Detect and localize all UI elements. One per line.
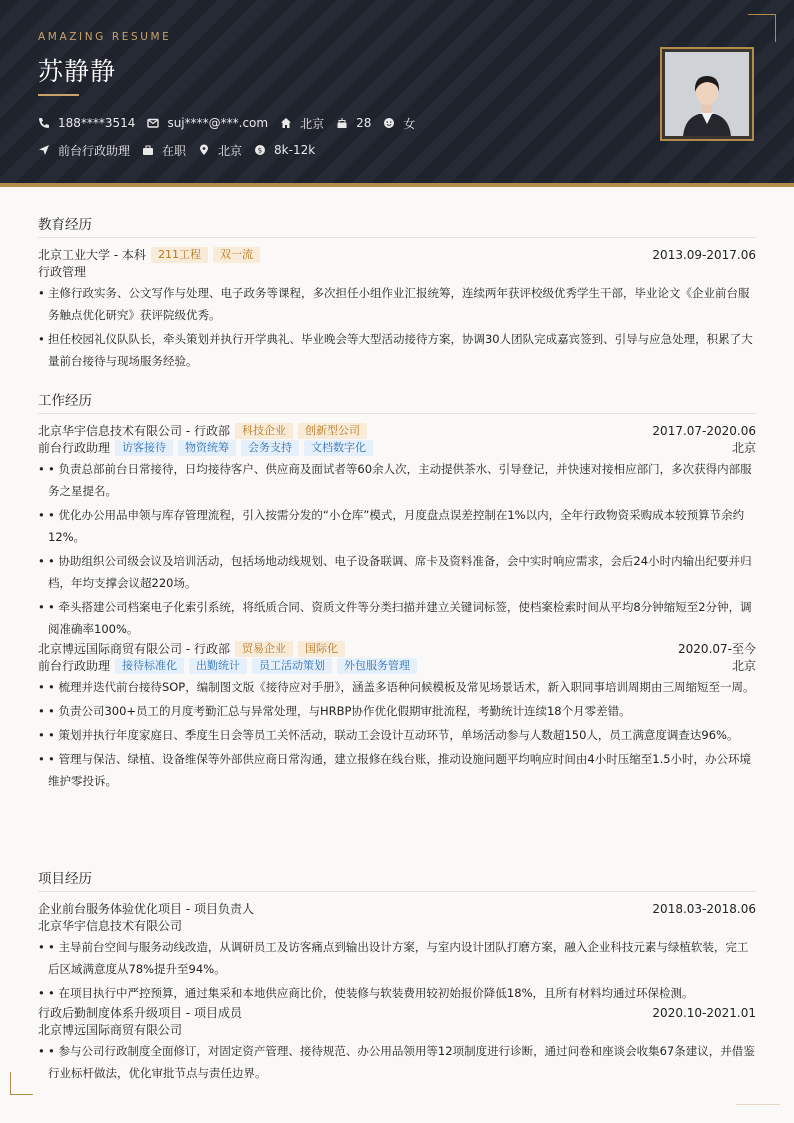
cake-icon	[336, 117, 348, 129]
project-entry	[38, 1004, 756, 1084]
avatar	[665, 52, 749, 136]
skill-tag: 会务支持	[241, 440, 299, 456]
phone-item	[38, 116, 135, 130]
contact-row	[38, 115, 427, 131]
job-location: 北京	[731, 659, 756, 673]
email-item	[147, 116, 268, 130]
hometown-text: 北京	[300, 116, 325, 131]
project-name: 企业前台服务体验优化项目 - 项目负责人	[38, 902, 254, 916]
school-tag: 211工程	[151, 247, 208, 263]
header-divider	[0, 183, 794, 187]
hometown-item	[280, 115, 324, 132]
list-item: • • 参与公司行政制度全面修订，对固定资产管理、接待规范、办公用品领用等12项制度进行诊断，通过问卷和座谈会收集67条建议，并借鉴行业标杆做法，优化审批节点与责任边界。	[38, 1044, 755, 1080]
job-role: 前台行政助理	[38, 659, 111, 673]
skill-tag: 访客接待	[115, 440, 173, 456]
list-item: • • 策划并执行年度家庭日、季度生日会等员工关怀活动，联动工会设计互动环节，单场活动参与人数超150人，员工满意度调查达96%。	[38, 728, 739, 742]
skill-tag: 物资统筹	[178, 440, 236, 456]
list-item: • • 牵头搭建公司档案电子化索引系统，将纸质合同、资质文件等分类扫描并建立关键词标签，使档案检索时间从平均8分钟缩短至2分钟，调阅准确率100%。	[38, 600, 752, 636]
profile-photo-frame	[660, 47, 754, 141]
city-text: 北京	[218, 143, 243, 158]
age-item	[336, 116, 371, 130]
send-icon	[38, 144, 50, 156]
major: 行政管理	[38, 265, 87, 279]
list-item: • • 优化办公用品申领与库存管理流程，引入按需分发的“小仓库”模式，月度盘点误差控制在1%以内，全年行政物资采购成本较预算节余约12%。	[38, 508, 745, 544]
home-icon	[280, 117, 292, 129]
education-section	[38, 213, 756, 372]
list-item: • • 协助组织公司级会议及培训活动，包括场地动线规划、电子设备联调、席卡及资料准备，会中实时响应需求，会后24小时内输出纪要并归档，年均支撑会议超220场。	[38, 554, 752, 590]
school-tag: 双一流	[213, 247, 260, 263]
list-item: • • 主导前台空间与服务动线改造，从调研员工及访客痛点到输出设计方案，与室内设计团队打磨方案，融入企业科技元素与绿植软装，完工后区域满意度从78%提升至94%。	[38, 940, 749, 976]
project-org: 北京华宇信息技术有限公司	[38, 919, 183, 933]
projects-section	[38, 867, 756, 1084]
portrait-image	[665, 52, 749, 136]
education-date: 2013.09-2017.06	[652, 247, 756, 262]
list-item: • 担任校园礼仪队队长，牵头策划并执行开学典礼、毕业晚会等大型活动接待方案，协调30人团队完成嘉宾签到、引导与应急处理，积累了大量前台接待与现场服务经验。	[38, 332, 753, 368]
age-text: 28	[356, 116, 372, 130]
education-header	[38, 246, 756, 263]
project-name: 行政后勤制度体系升级项目 - 项目成员	[38, 1006, 242, 1020]
school-name: 北京工业大学 - 本科	[38, 248, 146, 262]
skill-tag: 外包服务管理	[337, 658, 417, 674]
list-item: • • 在项目执行中严控预算，通过集采和本地供应商比价，使装修与软装费用较初始报价降低18%，且所有材料均通过环保检测。	[38, 986, 694, 1000]
status-item	[142, 142, 186, 159]
briefcase-icon	[142, 144, 154, 156]
gender-text: 女	[403, 116, 416, 131]
resume-eyebrow: AMAZING RESUME	[38, 31, 172, 43]
position-item	[38, 142, 130, 159]
smiley-icon	[383, 117, 395, 129]
phone-icon	[38, 117, 50, 129]
project-date: 2018.03-2018.06	[652, 901, 756, 916]
list-item: • • 梳理并迭代前台接待SOP，编制图文版《接待应对手册》，涵盖多语种问候模板及常见场景话术，新入职同事培训周期由三周缩短至一周。	[38, 680, 755, 694]
salary-item	[254, 143, 315, 157]
company-tag: 贸易企业	[235, 641, 293, 657]
skill-tag: 员工活动策划	[252, 658, 332, 674]
skill-tag: 文档数字化	[304, 440, 373, 456]
company-tag: 科技企业	[235, 423, 293, 439]
list-item: • • 负责总部前台日常接待，日均接待客户、供应商及面试者等60余人次，主动提供茶水、引导登记，并快速对接相应部门，多次获得内部服务之星提名。	[38, 462, 752, 498]
phone-text: 188****3514	[58, 116, 136, 130]
work-section	[38, 389, 756, 792]
skill-tag: 出勤统计	[189, 658, 247, 674]
company-name: 北京博远国际商贸有限公司 - 行政部	[38, 642, 230, 656]
list-item: • • 负责公司300+员工的月度考勤汇总与异常处理，与HRBP协作优化假期审批流程，考勤统计连续18个月零差错。	[38, 704, 631, 718]
corner-ornament	[748, 14, 776, 42]
corner-ornament	[10, 1072, 33, 1095]
mail-icon	[147, 117, 159, 129]
list-item: • • 管理与保洁、绿植、设备维保等外部供应商日常沟通，建立报修在线台账，推动设施问题平均响应时间由4小时压缩至1.5小时，办公环境维护零投诉。	[38, 752, 752, 788]
job-location: 北京	[731, 441, 756, 455]
job-date: 2020.07-至今	[678, 642, 756, 656]
position-text: 前台行政助理	[58, 143, 131, 158]
job-role: 前台行政助理	[38, 441, 111, 455]
name-underline	[38, 94, 79, 96]
project-org: 北京博远国际商贸有限公司	[38, 1023, 183, 1037]
job-entry	[38, 422, 756, 640]
header-banner	[0, 0, 794, 183]
email-text: suj****@***.com	[167, 116, 269, 130]
company-tag: 创新型公司	[298, 423, 367, 439]
gender-item	[383, 115, 415, 132]
salary-text: 8k-12k	[274, 143, 316, 157]
section-title: 项目经历	[38, 867, 756, 892]
footer-rule	[736, 1104, 780, 1105]
candidate-name: 苏静静	[38, 57, 117, 86]
job-entry	[38, 640, 756, 792]
project-entry	[38, 900, 756, 1004]
company-tag: 国际化	[298, 641, 345, 657]
job-date: 2017.07-2020.06	[652, 423, 756, 438]
section-title: 教育经历	[38, 213, 756, 238]
list-item: • 主修行政实务、公文写作与处理、电子政务等课程，多次担任小组作业汇报统筹，连续两年获评校级优秀学生干部，毕业论文《企业前台服务触点优化研究》获评院级优秀。	[38, 286, 750, 322]
job-intent-row	[38, 142, 327, 158]
status-text: 在职	[162, 143, 187, 158]
company-name: 北京华宇信息技术有限公司 - 行政部	[38, 424, 230, 438]
skill-tag: 接待标准化	[115, 658, 184, 674]
location-pin-icon	[198, 144, 210, 156]
city-item	[198, 142, 242, 159]
money-icon	[254, 144, 266, 156]
section-title: 工作经历	[38, 389, 756, 414]
svg-text:$: $	[257, 146, 263, 155]
project-date: 2020.10-2021.01	[652, 1005, 756, 1020]
